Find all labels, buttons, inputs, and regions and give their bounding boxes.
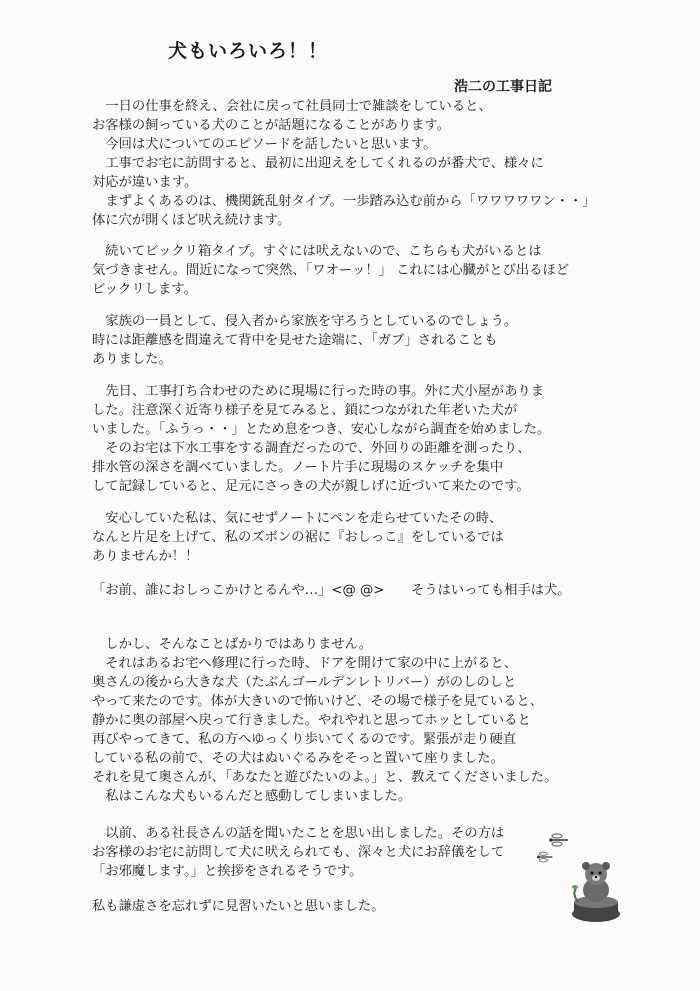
- text-line: 奥さんの後から大きな犬（たぶんゴールデンレトリバー）がのしのしと: [92, 675, 517, 690]
- text-line: 続いてビックリ箱タイプ。すぐには吠えないので、こちらも犬がいるとは: [92, 244, 542, 259]
- text-line: して記録していると、足元にさっきの犬が親しげに近づいて来たのです。: [92, 479, 530, 494]
- text-line: 気づきません。間近になって突然、「ワオーッ！」 これには心臓がとび出るほど: [92, 263, 570, 278]
- text-line: 安心していた私は、気にせずノートにペンを走らせていたその時、: [92, 511, 503, 526]
- text-line: しかし、そんなことばかりではありません。: [92, 637, 373, 652]
- bear-on-stump-icon: [566, 858, 626, 924]
- dragonfly-icon: [548, 832, 570, 848]
- text-line: やって来たのです。体が大きいので怖いけど、その場で様子を見ていると、: [92, 694, 544, 709]
- text-line: 対応が違います。: [92, 175, 198, 190]
- text-line: 以前、ある社長さんの話を聞いたことを思い出しました。その方は: [92, 826, 505, 841]
- text-line: 静かに奥の部屋へ戻って行きました。やれやれと思ってホッとしていると: [92, 713, 531, 728]
- text-line: 私も謙虚さを忘れずに見習いたいと思いました。: [92, 899, 385, 914]
- text-line: お客様のお宅に訪問して犬に吠えられても、深々と犬にお辞儀をして: [92, 845, 505, 860]
- text-line: している私の前で、その犬はぬいぐるみをそっと置いて座りました。: [92, 751, 504, 766]
- text-line: ありました。: [92, 352, 172, 367]
- text-line: ビックリします。: [92, 282, 197, 297]
- text-line: 排水管の深さを調べていました。ノート片手に現場のスケッチを集中: [92, 460, 504, 475]
- text-line: 今回は犬についてのエピソードを話したいと思います。: [92, 137, 437, 152]
- dragonfly-icon: [536, 850, 554, 864]
- text-line: いました。「ふうっ・・」とため息をつき、安心しながら調査を始めました。: [92, 422, 551, 437]
- text-line: お客様の飼っている犬のことが話題になることがあります。: [92, 118, 450, 133]
- page-title: 犬もいろいろ！！: [168, 40, 329, 62]
- text-line: 再びやってきて、私の方へゆっくり歩いてくるのです。緊張が走り硬直: [92, 732, 517, 747]
- text-line: まずよくあるのは、機関銃乱射タイプ。一歩踏み込む前から「ワワワワワン・・」: [92, 194, 596, 209]
- text-line: なんと片足を上げて、私のズボンの裾に『おしっこ』をしているでは: [92, 530, 504, 545]
- text-line: そのお宅は下水工事をする調査だったので、外回りの距離を測ったり、: [92, 441, 531, 456]
- text-line: 先日、工事打ち合わせのために現場に行った時の事。外に犬小屋がありま: [92, 384, 545, 399]
- text-line: 「お前、誰におしっこかけとるんや…」<@ @> そうはいっても相手は犬。: [92, 583, 571, 598]
- text-line: ありませんか！！: [92, 549, 199, 564]
- text-line: それはあるお宅へ修理に行った時、ドアを開けて家の中に上がると、: [92, 656, 518, 671]
- text-line: 私はこんな犬もいるんだと感動してしまいました。: [92, 789, 412, 804]
- text-line: 「お邪魔します。」と挨拶をされるそうです。: [92, 864, 363, 879]
- text-line: 一日の仕事を終え、会社に戻って社員同士で雑談をしていると、: [92, 99, 492, 114]
- column-name: 浩二の工事日記: [454, 79, 552, 95]
- text-line: 工事でお宅に訪問すると、最初に出迎えをしてくれるのが番犬で、様々に: [92, 156, 544, 171]
- text-line: それを見て奥さんが、「あなたと遊びたいのよ。」と、教えてくださいました。: [92, 770, 558, 785]
- text-line: 家族の一員として、侵入者から家族を守ろうとしているのでしょう。: [92, 314, 518, 329]
- text-line: 時には距離感を間違えて背中を見せた途端に、「ガブ」されることも: [92, 333, 498, 348]
- text-line: 体に穴が開くほど吠え続けます。: [92, 213, 291, 228]
- text-line: した。注意深く近寄り様子を見てみると、鎖につながれた年老いた犬が: [92, 403, 518, 418]
